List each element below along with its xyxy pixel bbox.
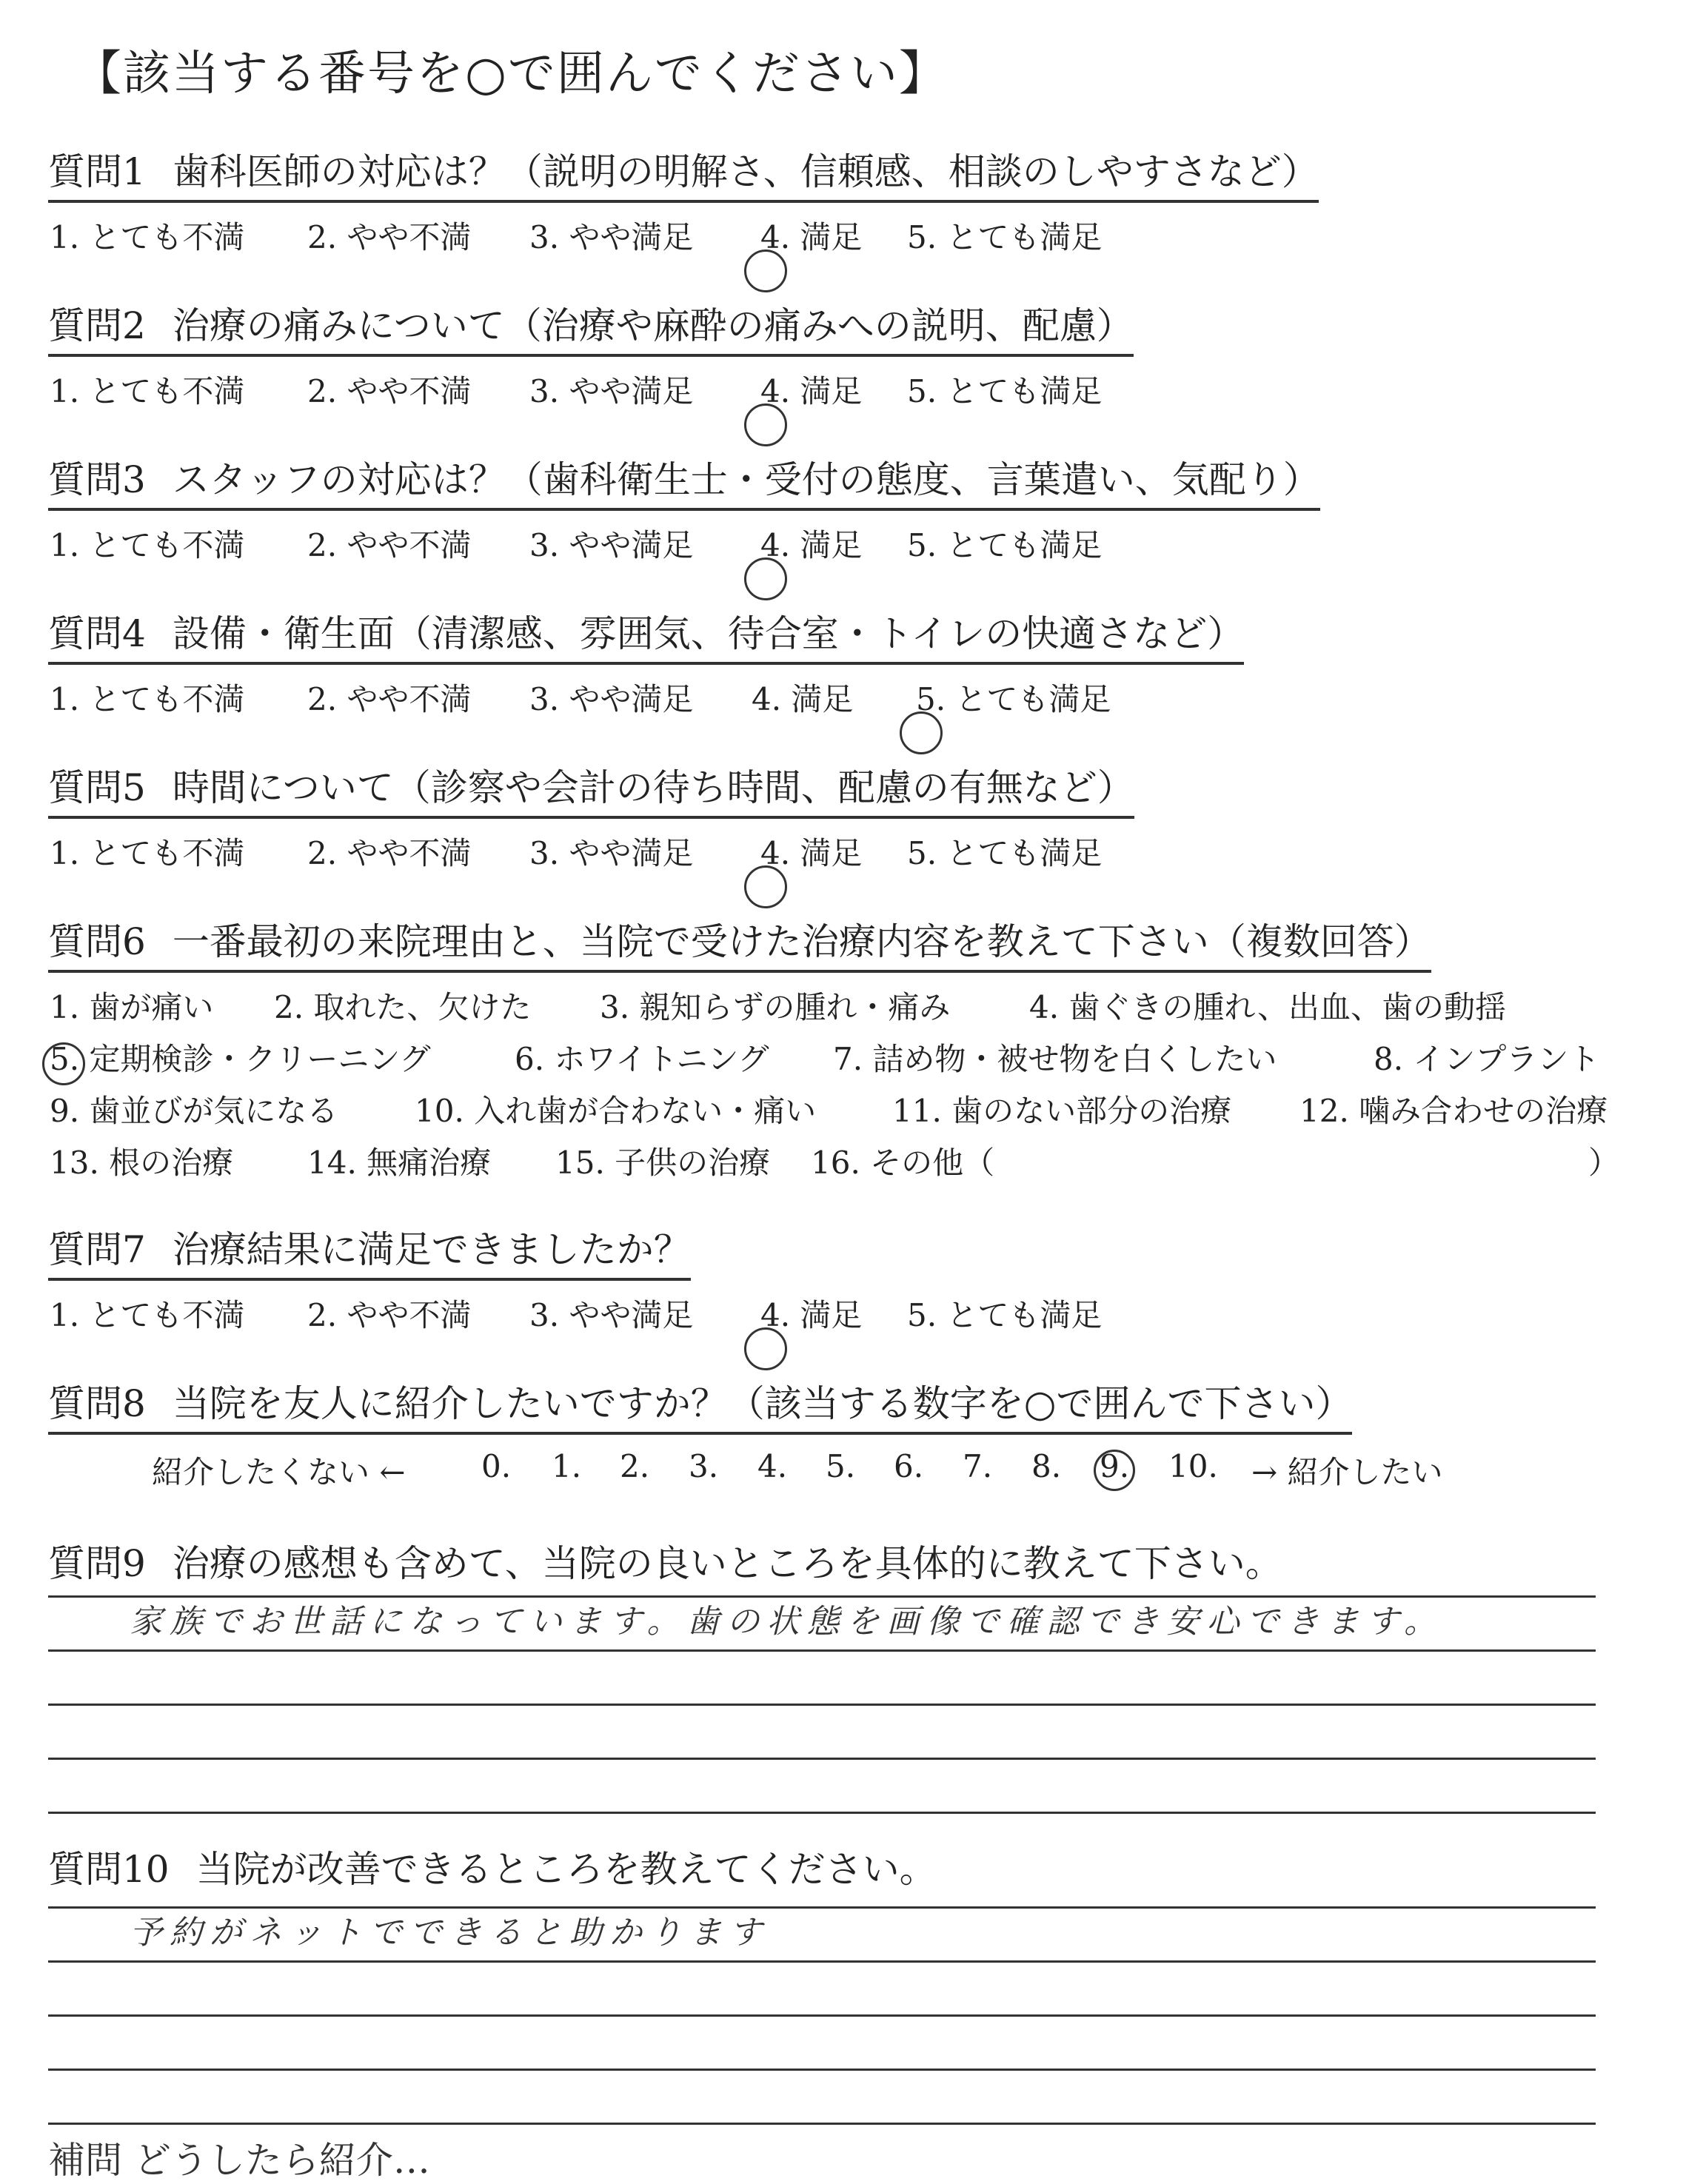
q2-option-4-label: 4. 満足 bbox=[760, 373, 863, 409]
q8-option-3[interactable]: 3. bbox=[689, 1448, 719, 1484]
q5-option-1[interactable]: 1. とても不満 bbox=[50, 835, 245, 871]
q3-option-4-label: 4. 満足 bbox=[760, 527, 863, 563]
q4-option-1[interactable]: 1. とても不満 bbox=[50, 681, 245, 717]
question-8-text: 当院を友人に紹介したいですか？（該当する数字を○で囲んで下さい） bbox=[172, 1382, 1353, 1425]
q1-option-5[interactable]: 5. とても満足 bbox=[907, 219, 1103, 255]
question-10-label: 質問10 bbox=[48, 1848, 170, 1891]
q8-option-6[interactable]: 6. bbox=[894, 1448, 924, 1484]
question-2-options bbox=[48, 367, 1662, 412]
q6-row-2 bbox=[48, 1035, 1662, 1087]
q9-line-1 bbox=[48, 1544, 1596, 1598]
question-8-title bbox=[48, 1374, 1352, 1435]
question-5-options bbox=[48, 829, 1662, 874]
question-6-label: 質問6 bbox=[48, 920, 146, 963]
q8-option-4[interactable]: 4. bbox=[757, 1448, 788, 1484]
question-3-options bbox=[48, 521, 1662, 566]
q6-option-15[interactable]: 15. 子供の治療 bbox=[555, 1145, 771, 1181]
q9-line-3 bbox=[48, 1652, 1596, 1706]
q6-option-2[interactable]: 2. 取れた、欠けた bbox=[274, 989, 532, 1025]
q6-option-5-label: 5. 定期検診・クリーニング bbox=[50, 1041, 431, 1077]
q6-option-5-selected[interactable] bbox=[50, 1035, 431, 1079]
question-7-title bbox=[48, 1220, 691, 1281]
question-5-title bbox=[48, 758, 1134, 819]
q3-option-3[interactable]: 3. やや満足 bbox=[529, 527, 694, 563]
q6-option-1[interactable]: 1. 歯が痛い bbox=[50, 989, 214, 1025]
q6-option-16[interactable]: 16. その他（ bbox=[811, 1145, 995, 1181]
q10-handwritten-answer: 予約がネットでできると助かります bbox=[130, 1914, 769, 1952]
q10-line-5 bbox=[48, 2071, 1596, 2125]
q1-option-2[interactable]: 2. やや不満 bbox=[307, 219, 472, 255]
q3-option-2[interactable]: 2. やや不満 bbox=[307, 527, 472, 563]
q2-option-3[interactable]: 3. やや満足 bbox=[529, 373, 694, 409]
q8-option-2[interactable]: 2. bbox=[620, 1448, 650, 1484]
q6-row-1 bbox=[48, 983, 1662, 1035]
q1-option-3[interactable]: 3. やや満足 bbox=[529, 219, 694, 255]
q6-option-11[interactable]: 11. 歯のない部分の治療 bbox=[892, 1093, 1232, 1129]
question-8 bbox=[48, 1374, 1662, 1493]
q7-option-5[interactable]: 5. とても満足 bbox=[907, 1297, 1103, 1333]
q3-option-5[interactable]: 5. とても満足 bbox=[907, 527, 1103, 563]
q6-other-close-paren: ） bbox=[1588, 1145, 1620, 1181]
q2-option-1[interactable]: 1. とても不満 bbox=[50, 373, 245, 409]
question-7 bbox=[48, 1220, 1662, 1336]
q5-option-5[interactable]: 5. とても満足 bbox=[907, 835, 1103, 871]
q3-option-4-selected[interactable] bbox=[752, 521, 862, 566]
q10-line-3 bbox=[48, 1963, 1596, 2017]
question-9-label: 質問9 bbox=[48, 1542, 146, 1585]
q6-option-4[interactable]: 4. 歯ぐきの腫れ、出血、歯の動揺 bbox=[1029, 989, 1506, 1025]
q7-option-1[interactable]: 1. とても不満 bbox=[50, 1297, 245, 1333]
question-4-text: 設備・衛生面（清潔感、雰囲気、待合室・トイレの快適さなど） bbox=[172, 612, 1245, 655]
q8-option-1[interactable]: 1. bbox=[552, 1448, 582, 1484]
question-1-options bbox=[48, 213, 1662, 258]
q2-option-5[interactable]: 5. とても満足 bbox=[907, 373, 1103, 409]
q8-option-0[interactable]: 0. bbox=[481, 1448, 512, 1484]
q6-option-7[interactable]: 7. 詰め物・被せ物を白くしたい bbox=[833, 1041, 1277, 1077]
q5-option-4-label: 4. 満足 bbox=[760, 835, 863, 871]
q10-answer-area[interactable] bbox=[48, 1855, 1596, 2125]
question-1 bbox=[48, 142, 1662, 258]
q8-option-9-selected[interactable]: 9. bbox=[1100, 1448, 1130, 1484]
q1-option-1[interactable]: 1. とても不満 bbox=[50, 219, 245, 255]
q8-option-8[interactable]: 8. bbox=[1031, 1448, 1062, 1484]
q4-option-5-selected[interactable] bbox=[907, 675, 1111, 720]
q8-option-10[interactable]: 10. bbox=[1168, 1448, 1218, 1484]
question-1-label: 質問1 bbox=[48, 150, 146, 193]
q5-option-2[interactable]: 2. やや不満 bbox=[307, 835, 472, 871]
q9-handwritten-answer: 家族でお世話になっています。歯の状態を画像で確認でき安心できます。 bbox=[130, 1603, 1444, 1641]
q6-row-3 bbox=[48, 1087, 1662, 1139]
q1-option-4-label: 4. 満足 bbox=[760, 219, 863, 255]
q2-option-2[interactable]: 2. やや不満 bbox=[307, 373, 472, 409]
question-1-title bbox=[48, 142, 1319, 203]
question-2-label: 質問2 bbox=[48, 304, 146, 347]
q7-option-4-selected[interactable] bbox=[752, 1291, 862, 1336]
q8-right-label: → 紹介したい bbox=[1251, 1454, 1443, 1490]
q6-option-8[interactable]: 8. インプラント bbox=[1374, 1041, 1600, 1077]
question-3-label: 質問3 bbox=[48, 458, 146, 501]
question-7-text: 治療結果に満足できましたか？ bbox=[172, 1228, 691, 1271]
q9-line-2 bbox=[48, 1598, 1596, 1652]
q9-line-4 bbox=[48, 1706, 1596, 1760]
q4-option-4[interactable]: 4. 満足 bbox=[752, 681, 854, 717]
q6-option-13[interactable]: 13. 根の治療 bbox=[50, 1145, 234, 1181]
question-6-title bbox=[48, 912, 1431, 973]
q10-line-2 bbox=[48, 1909, 1596, 1963]
q2-option-4-selected[interactable] bbox=[752, 367, 862, 412]
q8-scale bbox=[48, 1448, 1662, 1493]
q7-option-2[interactable]: 2. やや不満 bbox=[307, 1297, 472, 1333]
q7-option-4-label: 4. 満足 bbox=[760, 1297, 863, 1333]
question-3 bbox=[48, 450, 1662, 566]
question-5 bbox=[48, 758, 1662, 874]
q4-option-2[interactable]: 2. やや不満 bbox=[307, 681, 472, 717]
question-2 bbox=[48, 296, 1662, 412]
q9-line-5 bbox=[48, 1760, 1596, 1814]
question-4-options bbox=[48, 675, 1662, 720]
question-7-label: 質問7 bbox=[48, 1228, 146, 1271]
q10-line-1 bbox=[48, 1855, 1596, 1909]
q8-left-label: 紹介したくない ← bbox=[152, 1454, 406, 1490]
question-7-options bbox=[48, 1291, 1662, 1336]
question-4 bbox=[48, 604, 1662, 720]
page-title: 【該当する番号を○で囲んでください】 bbox=[74, 47, 948, 101]
q6-option-14[interactable]: 14. 無痛治療 bbox=[307, 1145, 492, 1181]
question-8-label: 質問8 bbox=[48, 1382, 146, 1425]
question-2-text: 治療の痛みについて（治療や麻酔の痛みへの説明、配慮） bbox=[172, 304, 1134, 347]
q4-option-3[interactable]: 3. やや満足 bbox=[529, 681, 694, 717]
question-6 bbox=[48, 912, 1662, 1190]
question-2-title bbox=[48, 296, 1134, 357]
q6-option-9[interactable]: 9. 歯並びが気になる bbox=[50, 1093, 338, 1129]
q8-option-5[interactable]: 5. bbox=[826, 1448, 856, 1484]
q6-option-10[interactable]: 10. 入れ歯が合わない・痛い bbox=[415, 1093, 817, 1129]
question-9-text: 治療の感想も含めて、当院の良いところを具体的に教えて下さい。 bbox=[172, 1542, 1282, 1585]
q1-option-4-selected[interactable] bbox=[752, 213, 862, 258]
q10-line-4 bbox=[48, 2017, 1596, 2071]
q8-option-7[interactable]: 7. bbox=[963, 1448, 993, 1484]
question-10-text: 当院が改善できるところを教えてください。 bbox=[195, 1848, 937, 1891]
question-3-title bbox=[48, 450, 1320, 511]
q4-option-5-label: 5. とても満足 bbox=[916, 681, 1111, 717]
q7-option-3[interactable]: 3. やや満足 bbox=[529, 1297, 694, 1333]
q6-option-12[interactable]: 12. 噛み合わせの治療 bbox=[1299, 1093, 1608, 1129]
question-6-text: 一番最初の来院理由と、当院で受けた治療内容を教えて下さい（複数回答） bbox=[172, 920, 1431, 963]
question-5-label: 質問5 bbox=[48, 766, 146, 809]
question-5-text: 時間について（診察や会計の待ち時間、配慮の有無など） bbox=[172, 766, 1134, 809]
footer-cut-text: 補問 どうしたら紹介… bbox=[48, 2139, 430, 2182]
q5-option-3[interactable]: 3. やや満足 bbox=[529, 835, 694, 871]
q6-option-6[interactable]: 6. ホワイトニング bbox=[515, 1041, 769, 1077]
q6-row-4 bbox=[48, 1139, 1662, 1190]
question-4-title bbox=[48, 604, 1244, 665]
q9-answer-area[interactable] bbox=[48, 1544, 1596, 1814]
question-1-text: 歯科医師の対応は？（説明の明解さ、信頼感、相談のしやすさなど） bbox=[172, 150, 1319, 193]
q3-option-1[interactable]: 1. とても不満 bbox=[50, 527, 245, 563]
question-3-text: スタッフの対応は？（歯科衛生士・受付の態度、言葉遣い、気配り） bbox=[172, 458, 1320, 501]
q5-option-4-selected[interactable] bbox=[752, 829, 862, 874]
question-4-label: 質問4 bbox=[48, 612, 146, 655]
q6-option-3[interactable]: 3. 親知らずの腫れ・痛み bbox=[600, 989, 951, 1025]
